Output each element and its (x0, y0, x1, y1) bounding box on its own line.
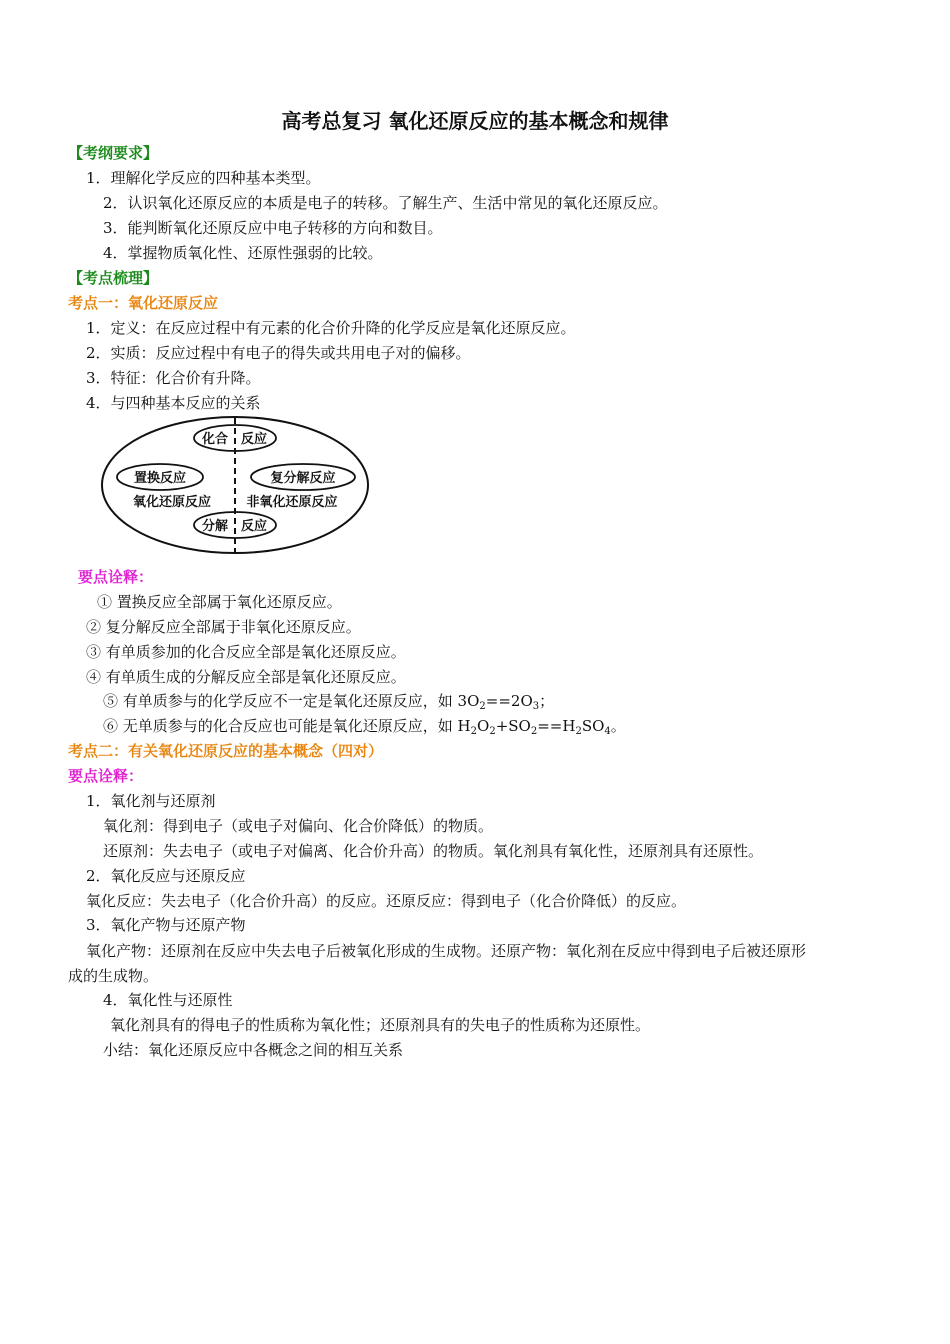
note-4: ④ 有单质生成的分解反应全部是氧化还原反应。 (86, 668, 406, 686)
concept-3-text-cont: 成的生成物。 (68, 967, 159, 985)
point1-item-1: 1．定义：在反应过程中有元素的化合价升降的化学反应是氧化还原反应。 (86, 319, 576, 337)
concept-3-text: 氧化产物：还原剂在反应中失去电子后被氧化形成的生成物。还原产物：氧化剂在反应中得到电子后被还原形 (86, 942, 807, 960)
syllabus-item-3: 3．能判断氧化还原反应中电子转移的方向和数目。 (103, 219, 443, 237)
combination-label-a: 化合 (201, 432, 229, 447)
redox-label: 氧化还原反应 (132, 495, 212, 510)
note-5: ⑤ 有单质参与的化学反应不一定是氧化还原反应，如 $3O_2==2O_3$； (103, 692, 555, 712)
page-title: 高考总复习 氧化还原反应的基本概念和规律 (281, 109, 669, 133)
syllabus-item-4: 4．掌握物质氧化性、还原性强弱的比较。 (103, 244, 383, 262)
note-2: ② 复分解反应全部属于非氧化还原反应。 (86, 618, 361, 636)
syllabus-item-2: 2．认识氧化还原反应的本质是电子的转移。了解生产、生活中常见的氧化还原反应。 (103, 194, 668, 212)
concept-1-oxidant: 氧化剂：得到电子（或电子对偏向、化合价降低）的物质。 (103, 817, 494, 835)
point2-heading: 考点二：有关氧化还原反应的基本概念（四对） (68, 742, 384, 760)
decomposition-label-a: 分解 (201, 519, 229, 534)
concept-1-reductant: 还原剂：失去电子（或电子对偏离、化合价升高）的物质。氧化剂具有氧化性，还原剂具有还原性。 (103, 842, 764, 860)
concept-1-heading: 1．氧化剂与还原剂 (86, 792, 216, 810)
concept-2-text: 氧化反应：失去电子（化合价升高）的反应。还原反应：得到电子（化合价降低）的反应。 (86, 892, 687, 910)
review-heading: 【考点梳理】 (68, 269, 159, 287)
combination-label-b: 反应 (240, 432, 268, 447)
non-redox-label: 非氧化还原反应 (246, 495, 338, 510)
concept-4-heading: 4．氧化性与还原性 (103, 991, 233, 1009)
point1-item-2: 2．实质：反应过程中有电子的得失或共用电子对的偏移。 (86, 344, 471, 362)
note-1: ① 置换反应全部属于氧化还原反应。 (97, 593, 342, 611)
note-6: ⑥ 无单质参与的化合反应也可能是氧化还原反应，如 $H_2O_2+SO_2==H_2SO_4$。 (103, 717, 626, 737)
point2-notes-heading: 要点诠释： (68, 767, 144, 785)
double-decomposition-label: 复分解反应 (270, 471, 336, 486)
syllabus-heading: 【考纲要求】 (68, 144, 159, 162)
concept-4-text: 氧化剂具有的得电子的性质称为氧化性；还原剂具有的失电子的性质称为还原性。 (110, 1016, 651, 1034)
note-3: ③ 有单质参加的化合反应全部是氧化还原反应。 (86, 643, 406, 661)
summary-line: 小结：氧化还原反应中各概念之间的相互关系 (103, 1041, 404, 1059)
decomposition-label-b: 反应 (240, 519, 268, 534)
reaction-relationship-diagram (100, 414, 370, 556)
point1-item-3: 3．特征：化合价有升降。 (86, 369, 261, 387)
replacement-label: 置换反应 (133, 471, 187, 486)
point1-item-4: 4．与四种基本反应的关系 (86, 394, 261, 412)
concept-2-heading: 2．氧化反应与还原反应 (86, 867, 246, 885)
point1-heading: 考点一：氧化还原反应 (68, 294, 219, 312)
syllabus-item-1: 1．理解化学反应的四种基本类型。 (86, 169, 321, 187)
point1-notes-heading: 要点诠释： (78, 568, 154, 586)
concept-3-heading: 3．氧化产物与还原产物 (86, 916, 246, 934)
